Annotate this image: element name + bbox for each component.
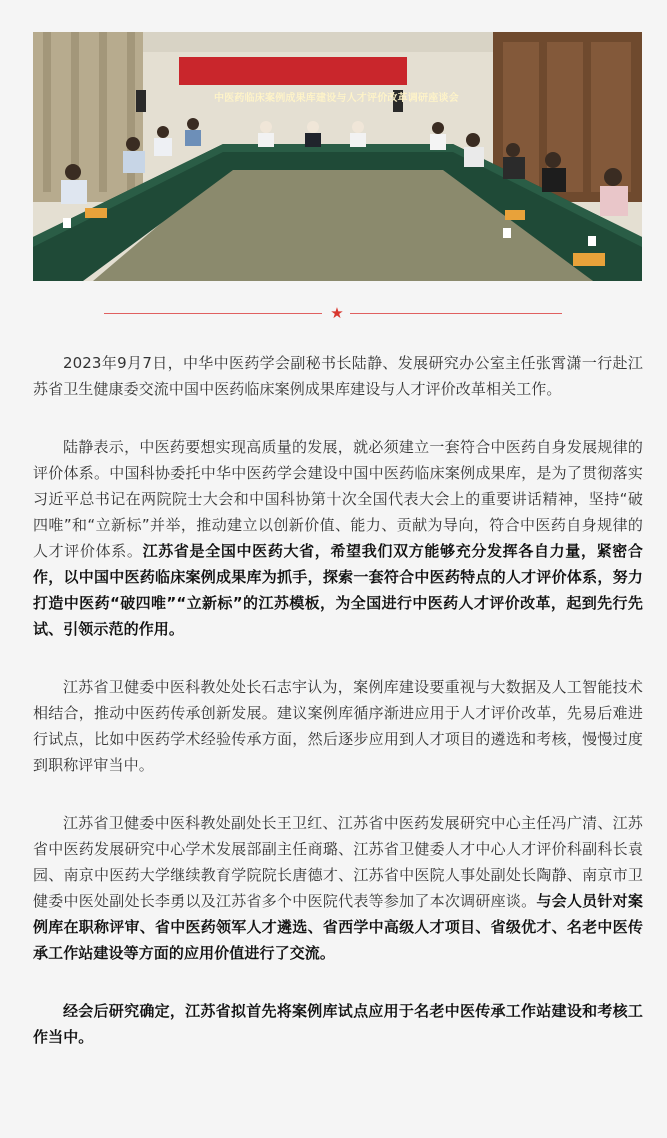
paragraph-5 <box>33 998 643 1050</box>
paragraph-5-bold: 经会后研究确定，江苏省拟首先将案例库试点应用于名老中医传承工作站建设和考核工作当中。 <box>33 1002 643 1046</box>
divider-line-left <box>104 313 322 314</box>
paragraph-1 <box>33 350 643 402</box>
meeting-banner: 中医药临床案例成果库建设与人才评价改革调研座谈会 <box>214 93 459 104</box>
paragraph-3-text: 江苏省卫健委中医科教处处长石志宇认为，案例库建设要重视与大数据及人工智能技术相结合，推动中医药传承创新发展。建议案例库循序渐进应用于人才评价改革，先易后难进行试点，比如中医药学术经验传承方面，然后逐步应用到人才项目的遴选和考核，慢慢过度到职称评审当中。 <box>33 678 643 774</box>
paragraph-1-text: 2023年9月7日，中华中医药学会副秘书长陆静、发展研究办公室主任张霄潇一行赴江苏省卫生健康委交流中国中医药临床案例成果库建设与人才评价改革相关工作。 <box>33 354 643 398</box>
meeting-photo <box>33 32 642 281</box>
star-icon: ★ <box>330 304 344 322</box>
divider-line-right <box>350 313 562 314</box>
paragraph-2 <box>33 434 643 642</box>
paragraph-4 <box>33 810 643 966</box>
paragraph-4-text: 江苏省卫健委中医科教处副处长王卫红、江苏省中医药发展研究中心主任冯广清、江苏省中医药发展研究中心学术发展部副主任商璐、江苏省卫健委人才中心人才评价科副科长袁园、南京中医药大学继续教育学院院长唐德才、江苏省中医院人事处副处长陶静、南京市卫健委中医处副处长李勇以及江苏省多个中医院代表等参加了本次调研座谈。 <box>33 814 643 910</box>
paragraph-2-bold: 江苏省是全国中医药大省，希望我们双方能够充分发挥各自力量，紧密合作，以中国中医药临床案例成果库为抓手，探索一套符合中医药特点的人才评价体系，努力打造中医药“破四唯”“立新标”的江苏模板，为全国进行中医药人才评价改革，起到先行先试、引领示范的作用。 <box>33 542 644 638</box>
section-divider <box>0 303 667 323</box>
paragraph-2-text: 陆静表示，中医药要想实现高质量的发展，就必须建立一套符合中医药自身发展规律的评价体系。中国科协委托中华中医药学会建设中国中医药临床案例成果库，是为了贯彻落实习近平总书记在两院院士大会和中国科协第十次全国代表大会上的重要讲话精神，坚持“破四唯”和“立新标”并举，推动建立以创新价值、能力、贡献为导向，符合中医药自身规律的人才评价体系。 <box>33 438 643 560</box>
paragraph-3 <box>33 674 643 778</box>
paragraph-4-bold: 与会人员针对案例库在职称评审、省中医药领军人才遴选、省西学中高级人才项目、省级优才、名老中医传承工作站建设等方面的应用价值进行了交流。 <box>33 892 643 962</box>
article-body <box>33 350 643 1082</box>
